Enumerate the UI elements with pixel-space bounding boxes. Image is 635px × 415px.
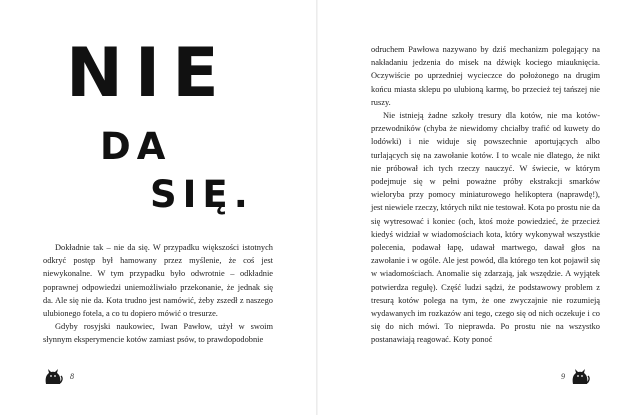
cat-icon <box>43 368 63 385</box>
paragraph: odruchem Pawłowa nazywano by dziś mechanizm polegający na nakładaniu jedzenia do misek na dźwięk kociego miauknięcia. Oczywiście po uprzedniej wycieczce do położonego na drugim końcu miasta sklepu po ulubioną karmę, bo przecież tej tańszej nie ruszy. <box>371 45 600 107</box>
paragraph: Gdyby rosyjski naukowiec, Iwan Pawłow, użył w swoim słynnym eksperymencie kotów zamiast psów, to prawdopodobnie <box>43 322 273 345</box>
page-number: 9 <box>561 372 565 381</box>
left-page-body <box>43 241 273 347</box>
cat-icon <box>570 368 590 385</box>
right-page-body <box>371 43 600 347</box>
paragraph: Dokładnie tak – nie da się. W przypadku większości istotnych odkryć postęp był hamowany przez myślenie, że coś jest niewykonalne. W tym przypadku było odwrotnie – odkładnie poprawnej odpowiedzi uniemożliwiało przekonanie, że jednak się da. Ale się nie da. Kota trudno jest namówić, żeby zszedł z naszego ulubionego fotela, a co tu dopiero mówić o tresurze. <box>43 243 273 319</box>
paragraph: Nie istnieją żadne szkoły tresury dla kotów, nie ma kotów-przewodników (chyba że niewidomy chciałby trafić od kuwety do lodówki) i nie widuje się powszechnie aportujących albo turlających się na zawołanie kotów. I to wcale nie dlatego, że nikt nie próbował ich tych rzeczy nauczyć. W świecie, w którym podejmuje się w pełni poważne próby ekstrakcji smarków wieloryba przy pomocy miniaturowego helikoptera (naprawdę!), jest niewiele rzeczy, których nikt nie testował. Kota po prostu nie da się wytresować i koniec (och, ktoś może powiedzieć, że przecież kiedyś widział w wiadomościach kota, który wykonywał wszystkie polecenia, podawał łapę, udawał martwego, dawał głos na zawołanie i w ogóle. Ale jest powód, dla którego ten kot pojawił się w wiadomościach. Anomalie się zdarzają, jak wszędzie. A wyjątek potwierdza regułę). Część ludzi sądzi, że podstawowy problem z tresurą kotów polega na tym, że one zwyczajnie nie rozumieją wydawanych im rozkazów ani tego, czego się od nich oczekuje i co się do nich mówi. To nieprawda. Po prostu nie na wszystko postanawiają reagować. Koty ponoć <box>371 111 600 345</box>
right-page <box>318 0 635 415</box>
left-page <box>0 0 316 415</box>
chapter-title-line-3: SIĘ. <box>150 173 254 216</box>
chapter-title-line-2: DA <box>100 125 172 168</box>
page-number: 8 <box>70 372 74 381</box>
chapter-title-line-1: NIE <box>66 34 231 113</box>
